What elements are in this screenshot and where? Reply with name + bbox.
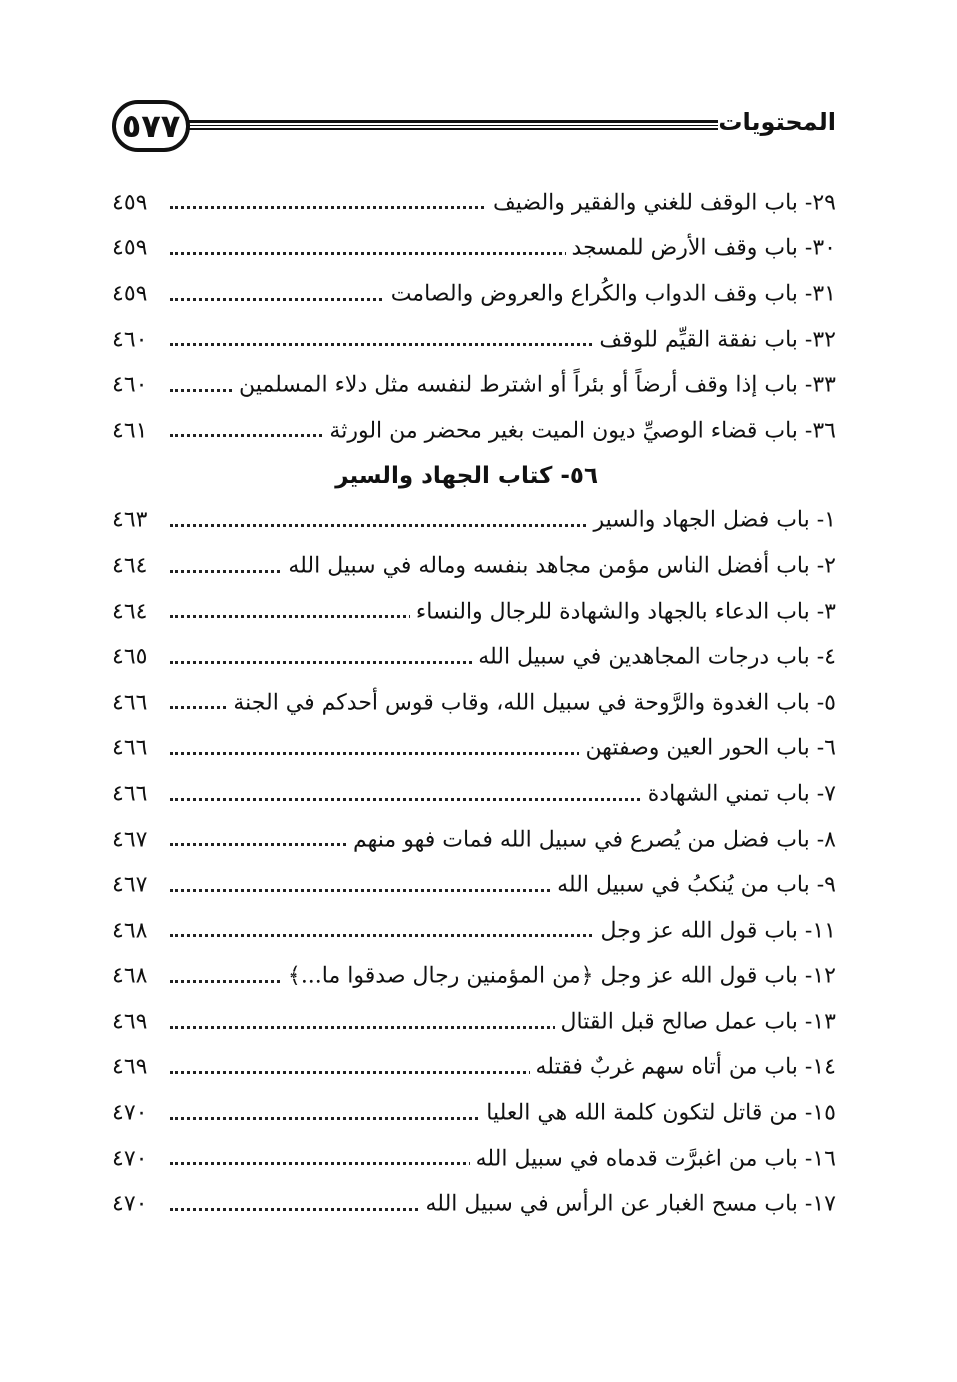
toc-entry-title: ١- باب فضل الجهاد والسير — [587, 508, 836, 533]
toc-entry — [112, 589, 836, 635]
toc-entry — [112, 1136, 836, 1182]
toc-entry — [112, 726, 836, 772]
table-of-contents — [112, 180, 836, 1227]
toc-entry-page: ٤٧٠ — [112, 1146, 153, 1171]
toc-entry-title: ٥- باب الغدوة والرَّوحة في سبيل الله، وقاب قوس أحدكم في الجنة — [227, 690, 836, 715]
toc-entry-page: ٤٦٤ — [112, 599, 153, 624]
toc-entry-page: ٤٧٠ — [112, 1101, 153, 1126]
toc-entry-title: ١٣- باب عمل صالح قبل القتال — [555, 1009, 836, 1034]
toc-entry-title: ٢- باب أفضل الناس مؤمن مجاهد بنفسه وماله في سبيل الله — [282, 553, 836, 578]
toc-entry — [112, 317, 836, 363]
toc-entry — [112, 680, 836, 726]
toc-entry — [112, 543, 836, 589]
toc-entry-page: ٤٦٩ — [112, 1009, 153, 1034]
toc-entry — [112, 999, 836, 1045]
toc-entry-title: ٣٠- باب وقف الأرض للمسجد — [566, 236, 836, 261]
toc-entry — [112, 362, 836, 408]
toc-entry-page: ٤٦٦ — [112, 736, 153, 761]
toc-entry — [112, 1181, 836, 1227]
toc-entry-title: ٩- باب من يُنكبُ في سبيل الله — [551, 873, 836, 898]
toc-entry — [112, 1045, 836, 1091]
toc-entry-page: ٤٧٠ — [112, 1192, 153, 1217]
toc-entry-page: ٤٦٦ — [112, 690, 153, 715]
toc-entry-page: ٤٦٦ — [112, 781, 153, 806]
toc-entry-title: ٢٩- باب الوقف للغني والفقير والضيف — [487, 190, 836, 215]
toc-entry-title: ١١- باب قول الله عز وجل — [595, 918, 837, 943]
toc-entry-page: ٤٦٧ — [112, 873, 153, 898]
toc-entry-title: ٨- باب فضل من يُصرع في سبيل الله فمات فهو منهم — [347, 827, 836, 852]
toc-entry-page: ٤٦٠ — [112, 373, 153, 398]
toc-entry — [112, 226, 836, 272]
toc-entry-title: ٦- باب الحور العين وصفتهن — [579, 736, 836, 761]
toc-entry-title: ٧- باب تمني الشهادة — [642, 781, 836, 806]
toc-entry — [112, 862, 836, 908]
toc-entry-page: ٤٥٩ — [112, 281, 153, 306]
section-heading-text: ٥٦- كتاب الجهاد والسير — [335, 462, 598, 489]
toc-entry-title: ٣١- باب وقف الدواب والكُراع والعروض والصامت — [385, 281, 836, 306]
toc-entry-page: ٤٦٠ — [112, 327, 153, 352]
toc-entry — [112, 634, 836, 680]
toc-entry-title: ٤- باب درجات المجاهدين في سبيل الله — [472, 645, 836, 670]
toc-entry-title: ٣٣- باب إذا وقف أرضاً أو بئراً أو اشترط لنفسه مثل دلاء المسلمين — [233, 373, 836, 398]
toc-entry-title: ١٥- من قاتل لتكون كلمة الله هي العليا — [480, 1101, 836, 1126]
toc-entry-page: ٤٥٩ — [112, 190, 153, 215]
toc-entry-page: ٤٥٩ — [112, 236, 153, 261]
toc-entry-page: ٤٦٨ — [112, 918, 153, 943]
toc-entry-title: ١٢- باب قول الله عز وجل ﴿من المؤمنين رجال صدقوا ما...﴾ — [282, 964, 836, 989]
toc-entry-title: ١٤- باب من أتاه سهم غربٌ فقتله — [530, 1055, 837, 1080]
toc-entry-page: ٤٦٣ — [112, 508, 153, 533]
toc-entry — [112, 180, 836, 226]
toc-entry-page: ٤٦٩ — [112, 1055, 153, 1080]
toc-entry — [112, 771, 836, 817]
toc-entry-title: ١٧- باب مسح الغبار عن الرأس في سبيل الله — [420, 1192, 836, 1217]
toc-entry — [112, 498, 836, 544]
toc-entry-page: ٤٦٨ — [112, 964, 153, 989]
toc-entry-title: ١٦- باب من اغبرَّت قدماه في سبيل الله — [470, 1146, 836, 1171]
toc-entry — [112, 408, 836, 454]
section-heading — [112, 454, 836, 498]
toc-entry-page: ٤٦٤ — [112, 553, 153, 578]
toc-entry-page: ٤٦١ — [112, 418, 153, 443]
toc-entry-title: ٣٦- باب قضاء الوصيِّ ديون الميت بغير محضر من الورثة — [323, 418, 836, 443]
toc-entry — [112, 908, 836, 954]
toc-entry-page: ٤٦٥ — [112, 645, 153, 670]
header-rule — [188, 120, 718, 130]
page-header — [112, 100, 836, 156]
running-title: المحتويات — [718, 108, 836, 136]
toc-entry — [112, 271, 836, 317]
toc-entry-title: ٣٢- باب نفقة القيِّم للوقف — [593, 327, 836, 352]
page-number: ٥٧٧ — [112, 100, 190, 152]
toc-entry — [112, 954, 836, 1000]
toc-entry-page: ٤٦٧ — [112, 827, 153, 852]
toc-entry — [112, 817, 836, 863]
toc-entry — [112, 1090, 836, 1136]
toc-entry-title: ٣- باب الدعاء بالجهاد والشهادة للرجال والنساء — [410, 599, 836, 624]
